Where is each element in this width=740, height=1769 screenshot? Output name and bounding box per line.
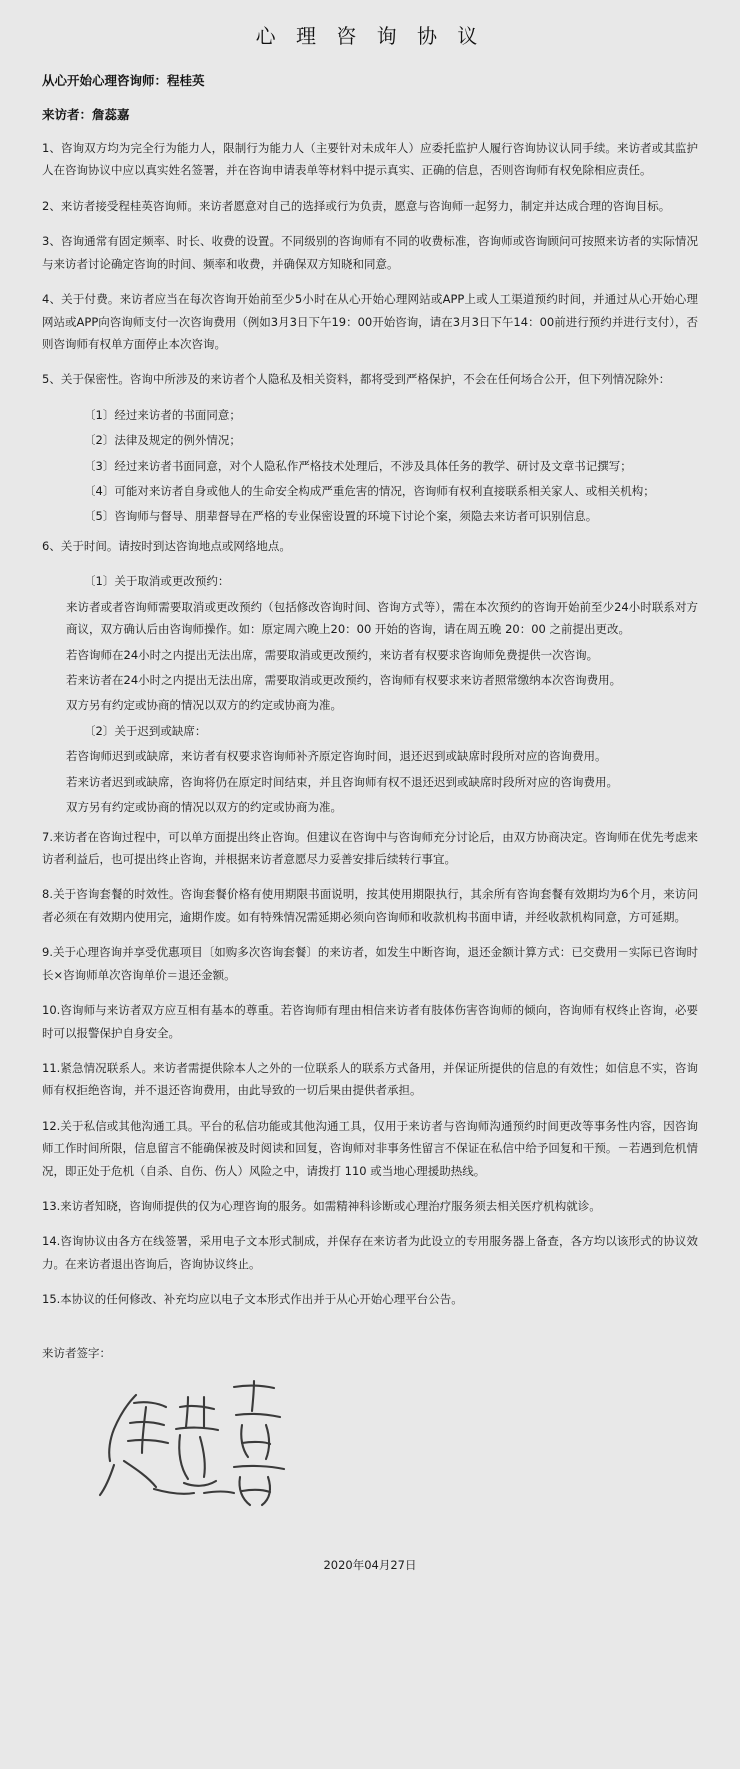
clause-6-sub1-para-3: 若来访者在24小时之内提出无法出席，需要取消或更改预约，咨询师有权要求来访者照常缴纳本次咨询费用。 xyxy=(66,673,622,688)
clause-6-sub2-para-3: 双方另有约定或协商的情况以双方的约定或协商为准。 xyxy=(66,800,342,815)
clause-7: 7.来访者在咨询过程中，可以单方面提出终止咨询。但建议在咨询中与咨询师充分讨论后，由双方协商决定。咨询师在优先考虑来访者利益后，也可提出终止咨询，并根据来访者意愿尽力妥善安排后续转行事宜。 xyxy=(42,829,698,866)
clause-6-sub2-title: 〔2〕关于迟到或缺席： xyxy=(84,723,207,738)
clause-6-sub1-title: 〔1〕关于取消或更改预约： xyxy=(84,574,230,589)
clause-5-item-4: 〔4〕可能对来访者自身或他人的生命安全构成严重危害的情况，咨询师有权利直接联系相关家人、或相关机构； xyxy=(84,484,655,499)
clause-5-item-3: 〔3〕经过来访者书面同意，对个人隐私作严格技术处理后，不涉及具体任务的教学、研讨及文章书记撰写； xyxy=(84,458,632,473)
clause-5: 5、关于保密性。咨询中所涉及的来访者个人隐私及相关资料，都将受到严格保护，不会在任何场合公开，但下列情况除外： xyxy=(42,372,671,387)
clause-15: 15.本协议的任何修改、补充均应以电子文本形式作出并于从心开始心理平台公告。 xyxy=(42,1292,463,1307)
handwritten-signature-icon xyxy=(84,1373,344,1513)
clause-3: 3、咨询通常有固定频率、时长、收费的设置。不同级别的咨询师有不同的收费标准，咨询师或咨询顾问可按照来访者的实际情况与来访者讨论确定咨询的时间、频率和收费，并确保双方知晓和同意。 xyxy=(42,234,698,271)
clause-4: 4、关于付费。来访者应当在每次咨询开始前至少5小时在从心开始心理网站或APP上或人工渠道预约时间，并通过从心开始心理网站或APP向咨询师支付一次咨询费用（例如3月3日下午19：00开始咨询，请在3月3日下午14：00前进行预约并进行支付），否则咨询师有权单方面停止本次咨询。 xyxy=(42,292,698,351)
clause-8: 8.关于咨询套餐的时效性。咨询套餐价格有使用期限书面说明，按其使用期限执行，其余所有咨询套餐有效期均为6个月，来访问者必须在有效期内使用完，逾期作废。如有特殊情况需延期必须向咨询师和收款机构书面申请，并经收款机构同意，方可延期。 xyxy=(42,887,698,924)
visitor-line: 来访者：詹蕊嘉 xyxy=(42,107,130,122)
page-title: 心 理 咨 询 协 议 xyxy=(255,24,485,48)
signature-area xyxy=(42,1367,698,1517)
counselor-line: 从心开始心理咨询师：程桂英 xyxy=(42,73,205,88)
clause-13: 13.来访者知晓，咨询师提供的仅为心理咨询的服务。如需精神科诊断或心理治疗服务须去相关医疗机构就诊。 xyxy=(42,1199,601,1214)
signature-label: 来访者签字： xyxy=(42,1345,111,1360)
clause-6-sub2-para-1: 若咨询师迟到或缺席，来访者有权要求咨询师补齐原定咨询时间，退还迟到或缺席时段所对应的咨询费用。 xyxy=(66,749,607,764)
clause-11: 11.紧急情况联系人。来访者需提供除本人之外的一位联系人的联系方式备用，并保证所提供的信息的有效性；如信息不实，咨询师有权拒绝咨询，并不退还咨询费用，由此导致的一切后果由提供者承担。 xyxy=(42,1060,698,1098)
clause-6-sub1-para-2: 若咨询师在24小时之内提出无法出席，需要取消或更改预约，来访者有权要求咨询师免费提供一次咨询。 xyxy=(66,647,599,662)
clause-6-sub1-para-4: 双方另有约定或协商的情况以双方的约定或协商为准。 xyxy=(66,698,342,713)
clause-10: 10.咨询师与来访者双方应互相有基本的尊重。若咨询师有理由相信来访者有肢体伤害咨询师的倾向，咨询师有权终止咨询，必要时可以报警保护自身安全。 xyxy=(42,1003,698,1040)
clause-14: 14.咨询协议由各方在线签署，采用电子文本形式制成，并保存在来访者为此设立的专用服务器上备查，各方均以该形式的协议效力。在来访者退出咨询后，咨询协议终止。 xyxy=(42,1234,698,1271)
clause-12: 12.关于私信或其他沟通工具。平台的私信功能或其他沟通工具，仅用于来访者与咨询师沟通预约时间更改等事务性内容，因咨询师工作时间所限，信息留言不能确保被及时阅读和回复，咨询师对非事务性留言不保证在私信中给予回复和干预。－若遇到危机情况，即正处于危机（自杀、自伤、伤人）风险之中，请拨打 110 或当地心理援助热线。 xyxy=(42,1118,698,1178)
clause-1: 1、咨询双方均为完全行为能力人，限制行为能力人（主要针对未成年人）应委托监护人履行咨询协议认同手续。来访者或其监护人在咨询协议中应以真实姓名签署，并在咨询申请表单等材料中提示真实、正确的信息，否则咨询师有权免除相应责任。 xyxy=(42,141,698,178)
document-date: 2020年04月27日 xyxy=(323,1557,417,1572)
clause-5-item-5: 〔5〕咨询师与督导、朋辈督导在严格的专业保密设置的环境下讨论个案，须隐去来访者可识别信息。 xyxy=(84,509,598,524)
clause-5-item-2: 〔2〕法律及规定的例外情况； xyxy=(84,433,241,448)
clause-9: 9.关于心理咨询并享受优惠项目〔如购多次咨询套餐〕的来访者，如发生中断咨询，退还金额计算方式：已交费用－实际已咨询时长×咨询师单次咨询单价＝退还金额。 xyxy=(42,945,698,982)
clause-5-item-1: 〔1〕经过来访者的书面同意； xyxy=(84,407,241,422)
clause-6-sub1-para-1: 来访者或者咨询师需要取消或更改预约（包括修改咨询时间、咨询方式等），需在本次预约的咨询开始前至少24小时联系对方商议，双方确认后由咨询师操作。如：原定周六晚上20：00 开始的咨询，请在周五晚 20：00 之前提出更改。 xyxy=(66,599,698,637)
clause-6: 6、关于时间。请按时到达咨询地点或网络地点。 xyxy=(42,538,291,553)
clause-2: 2、来访者接受程桂英咨询师。来访者愿意对自己的选择或行为负责，愿意与咨询师一起努力，制定并达成合理的咨询目标。 xyxy=(42,198,671,213)
clause-6-sub2-para-2: 若来访者迟到或缺席，咨询将仍在原定时间结束，并且咨询师有权不退还迟到或缺席时段所对应的咨询费用。 xyxy=(66,774,618,789)
